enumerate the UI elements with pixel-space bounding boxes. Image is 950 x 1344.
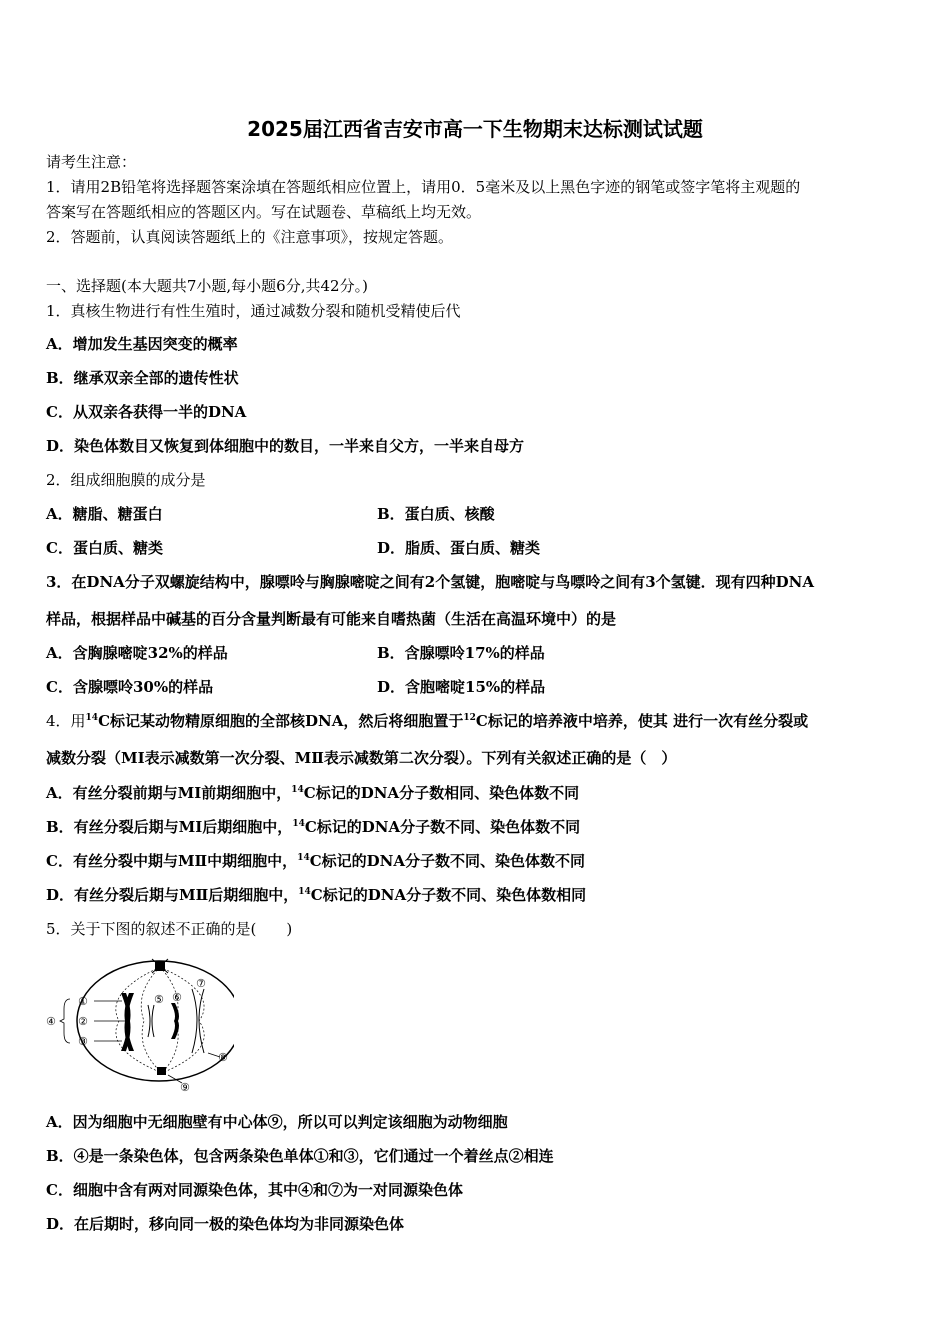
label-5: ⑤ [154, 993, 164, 1006]
q4-stem-line-2: 减数分裂（MⅠ表示减数第一次分裂、MⅡ表示减数第二次分裂）。下列有关叙述正确的是（ ） [46, 749, 677, 767]
q3-stem-line-1: 3．在DNA分子双螺旋结构中，腺嘌呤与胸腺嘧啶之间有2个氢键，胞嘧啶与鸟嘌呤之间有3个氢键．现有四种DNA [46, 573, 815, 591]
chromosome-5 [148, 1005, 154, 1037]
q1-option-b: B．继承双亲全部的遗传性状 [46, 369, 239, 387]
superscript-14: 14 [298, 887, 311, 897]
q4-option-d-suffix: C标记的DNA分子数不同、染色体数相同 [310, 886, 587, 904]
q4-stem-prefix: 4．用 [46, 712, 86, 730]
q4-option-c-prefix: C．有丝分裂中期与MⅡ中期细胞中， [46, 852, 298, 870]
label-7: ⑦ [196, 977, 206, 990]
q4-option-a-prefix: A．有丝分裂前期与MⅠ前期细胞中， [46, 784, 292, 802]
q4-option-c-suffix: C标记的DNA分子数不同、染色体数不同 [309, 852, 586, 870]
chromosome-6 [171, 1003, 179, 1039]
superscript-12: 12 [463, 713, 476, 723]
q2-option-d: D．脂质、蛋白质、糖类 [377, 539, 541, 557]
q4-option-b [46, 817, 580, 837]
q4-option-b-suffix: C标记的DNA分子数不同、染色体数不同 [304, 818, 581, 836]
q2-option-a: A．糖脂、糖蛋白 [46, 505, 163, 523]
q1-option-d: D．染色体数目又恢复到体细胞中的数目，一半来自父方，一半来自母方 [46, 437, 525, 455]
label-2: ② [78, 1015, 88, 1028]
document-title: 2025届江西省吉安市高一下生物期末达标测试试题 [247, 117, 703, 141]
label-1: ① [78, 995, 88, 1008]
q4-option-c [46, 851, 585, 871]
q5-stem: 5．关于下图的叙述不正确的是( ) [46, 920, 293, 938]
q3-option-a: A．含胸腺嘧啶32%的样品 [46, 644, 228, 662]
q3-option-b: B．含腺嘌呤17%的样品 [377, 644, 545, 662]
q1-option-c: C．从双亲各获得一半的DNA [46, 403, 247, 421]
notice-line-2: 答案写在答题纸相应的答题区内。写在试题卷、草稿纸上均无效。 [46, 203, 482, 221]
q4-option-b-prefix: B．有丝分裂后期与MⅠ后期细胞中， [46, 818, 293, 836]
superscript-14: 14 [292, 819, 305, 829]
q4-option-a-suffix: C标记的DNA分子数相同、染色体数不同 [303, 784, 580, 802]
notice-line-3: 2．答题前，认真阅读答题纸上的《注意事项》，按规定答题。 [46, 228, 454, 246]
q3-stem-line-2: 样品，根据样品中碱基的百分含量判断最有可能来自嗜热菌（生活在高温环境中）的是 [46, 610, 617, 628]
q1-option-a: A．增加发生基因突变的概率 [46, 335, 238, 353]
q2-option-b: B．蛋白质、核酸 [377, 505, 495, 523]
q4-stem-line-1 [46, 711, 808, 731]
chromosome-4 [121, 993, 134, 1051]
superscript-14: 14 [291, 785, 304, 795]
label-4: ④ [46, 1015, 56, 1028]
q3-option-d: D．含胞嘧啶15%的样品 [377, 678, 546, 696]
notice-line-1: 1．请用2B铅笔将选择题答案涂填在答题纸相应位置上，请用0．5毫米及以上黑色字迹的钢笔或签字笔将主观题的 [46, 178, 801, 196]
section-heading: 一、选择题(本大题共7小题,每小题6分,共42分。) [46, 277, 368, 295]
q2-stem: 2．组成细胞膜的成分是 [46, 471, 206, 489]
figure-labels [46, 977, 228, 1093]
q3-option-c: C．含腺嘌呤30%的样品 [46, 678, 214, 696]
centrosome-top [152, 959, 168, 973]
q1-stem: 1．真核生物进行有性生殖时，通过减数分裂和随机受精使后代 [46, 302, 461, 320]
q4-stem-middle: C标记某动物精原细胞的全部核DNA，然后将细胞置于 [98, 712, 464, 730]
superscript-14: 14 [85, 713, 99, 723]
cell-division-figure [44, 953, 234, 1093]
label-9: ⑨ [180, 1081, 190, 1093]
label-6: ⑥ [172, 991, 182, 1004]
label-3: ③ [78, 1035, 88, 1048]
notice-heading: 请考生注意： [46, 153, 137, 171]
centrosome-bottom [157, 1067, 166, 1075]
label-8: ⑧ [218, 1051, 228, 1064]
q5-option-a: A．因为细胞中无细胞壁有中心体⑨，所以可以判定该细胞为动物细胞 [46, 1113, 508, 1131]
q5-option-d: D．在后期时，移向同一极的染色体均为非同源染色体 [46, 1215, 405, 1233]
q4-option-d [46, 885, 586, 905]
q2-option-c: C．蛋白质、糖类 [46, 539, 163, 557]
q4-stem-end: C标记的培养液中培养，使其 进行一次有丝分裂或 [475, 712, 809, 730]
q4-option-d-prefix: D．有丝分裂后期与MⅡ后期细胞中， [46, 886, 299, 904]
superscript-14: 14 [297, 853, 310, 863]
q5-option-c: C．细胞中含有两对同源染色体，其中④和⑦为一对同源染色体 [46, 1181, 463, 1199]
q4-option-a [46, 783, 579, 803]
q5-option-b: B．④是一条染色体，包含两条染色单体①和③，它们通过一个着丝点②相连 [46, 1147, 554, 1165]
